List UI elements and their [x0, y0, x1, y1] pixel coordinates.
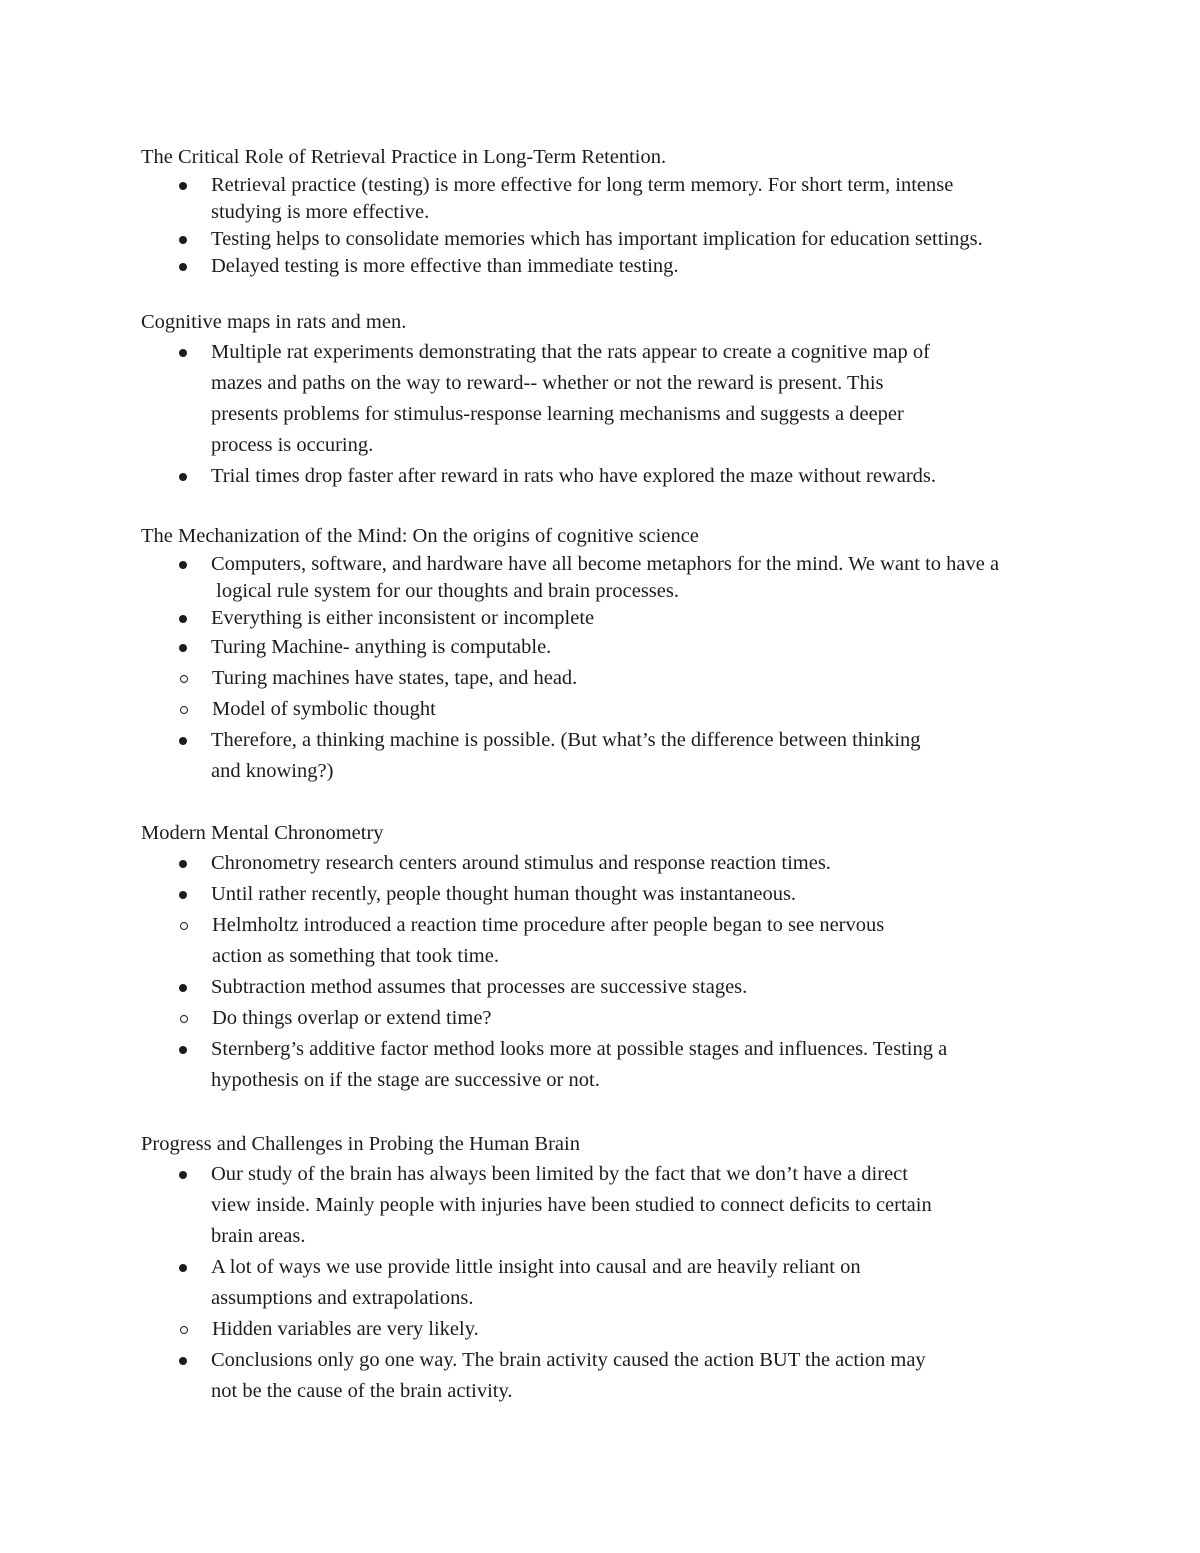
sub-list-item-line: Do things overlap or extend time?: [212, 1007, 492, 1029]
list-item: [141, 1034, 1141, 1096]
list-item: [141, 972, 1141, 1034]
bullet-icon: [179, 644, 187, 652]
sub-list-item: [141, 1003, 1141, 1034]
section-mental-chronometry: [141, 818, 1141, 1096]
bullet-icon: [179, 984, 187, 992]
list-item: [141, 253, 1141, 280]
list-item-line: and knowing?): [211, 760, 334, 782]
sub-list-item-line: Hidden variables are very likely.: [212, 1318, 479, 1340]
list-item-line: Everything is either inconsistent or incomplete: [211, 607, 595, 629]
list-item-line: Sternberg’s additive factor method looks more at possible stages and influences. Testing a: [211, 1038, 948, 1060]
list-item-line: hypothesis on if the stage are successive or not.: [211, 1069, 600, 1091]
list-item: [141, 725, 1141, 787]
bullet-icon: [179, 860, 187, 868]
list-item: [141, 1345, 1141, 1407]
list-item-line: A lot of ways we use provide little insight into causal and are heavily reliant on: [211, 1256, 861, 1278]
hollow-bullet-icon: [180, 706, 188, 714]
list-item: [141, 551, 1141, 605]
list-item-line: logical rule system for our thoughts and brain processes.: [211, 580, 679, 602]
list-item: [141, 848, 1141, 879]
list-item-line: assumptions and extrapolations.: [211, 1287, 474, 1309]
bullet-icon: [179, 473, 187, 481]
list-item-line: Our study of the brain has always been limited by the fact that we don’t have a direct: [211, 1163, 908, 1185]
bullet-list: [141, 551, 1141, 787]
sub-list: [141, 910, 1141, 972]
hollow-bullet-icon: [180, 1015, 188, 1023]
section-probing-human-brain: [141, 1129, 1141, 1407]
bullet-icon: [179, 349, 187, 357]
list-item: [141, 605, 1141, 632]
list-item: [141, 1159, 1141, 1252]
sub-list: [141, 1314, 1141, 1345]
list-item-line: presents problems for stimulus-response learning mechanisms and suggests a deeper: [211, 403, 904, 425]
sub-list: [141, 663, 1141, 725]
section-heading: The Mechanization of the Mind: On the origins of cognitive science: [141, 525, 699, 547]
sub-list-item: [141, 663, 1141, 694]
bullet-icon: [179, 615, 187, 623]
bullet-icon: [179, 1171, 187, 1179]
list-item: [141, 172, 1141, 226]
list-item: [141, 337, 1141, 461]
list-item-line: not be the cause of the brain activity.: [211, 1380, 513, 1402]
bullet-list: [141, 1159, 1141, 1407]
list-item-line: Testing helps to consolidate memories which has important implication for education settings.: [211, 228, 983, 250]
list-item-line: Computers, software, and hardware have all become metaphors for the mind. We want to have a: [211, 553, 1000, 575]
sub-list-item: [141, 910, 1141, 972]
sub-list-item: [141, 694, 1141, 725]
section-retrieval-practice: [141, 142, 1141, 280]
bullet-icon: [179, 561, 187, 569]
sub-list-item-line: Helmholtz introduced a reaction time procedure after people began to see nervous: [212, 914, 885, 936]
list-item-line: brain areas.: [211, 1225, 306, 1247]
list-item: [141, 632, 1141, 725]
sub-list-item-line: action as something that took time.: [212, 945, 499, 967]
bullet-icon: [179, 1357, 187, 1365]
list-item-line: view inside. Mainly people with injuries have been studied to connect deficits to certain: [211, 1194, 932, 1216]
sub-list-item-line: Model of symbolic thought: [212, 698, 436, 720]
list-item-line: process is occuring.: [211, 434, 374, 456]
list-item-line: Subtraction method assumes that processes are successive stages.: [211, 976, 748, 998]
list-item-line: Until rather recently, people thought human thought was instantaneous.: [211, 883, 797, 905]
sub-list: [141, 1003, 1141, 1034]
list-item-line: studying is more effective.: [211, 201, 430, 223]
section-heading: The Critical Role of Retrieval Practice in Long-Term Retention.: [141, 146, 667, 168]
bullet-icon: [179, 891, 187, 899]
list-item: [141, 226, 1141, 253]
hollow-bullet-icon: [180, 922, 188, 930]
list-item-line: Turing Machine- anything is computable.: [211, 636, 552, 658]
list-item-line: Multiple rat experiments demonstrating that the rats appear to create a cognitive map of: [211, 341, 930, 363]
bullet-list: [141, 172, 1141, 280]
list-item-line: mazes and paths on the way to reward-- whether or not the reward is present. This: [211, 372, 884, 394]
list-item: [141, 461, 1141, 492]
bullet-list: [141, 848, 1141, 1096]
sub-list-item: [141, 1314, 1141, 1345]
bullet-list: [141, 337, 1141, 492]
list-item-line: Retrieval practice (testing) is more effective for long term memory. For short term, intense: [211, 174, 954, 196]
section-heading: Cognitive maps in rats and men.: [141, 311, 407, 333]
list-item-line: Trial times drop faster after reward in rats who have explored the maze without rewards.: [211, 465, 937, 487]
section-heading: Modern Mental Chronometry: [141, 822, 384, 844]
sub-list-item-line: Turing machines have states, tape, and head.: [212, 667, 578, 689]
hollow-bullet-icon: [180, 675, 188, 683]
section-heading: Progress and Challenges in Probing the Human Brain: [141, 1133, 580, 1155]
list-item: [141, 879, 1141, 972]
list-item: [141, 1252, 1141, 1345]
bullet-icon: [179, 1046, 187, 1054]
list-item-line: Therefore, a thinking machine is possible. (But what’s the difference between thinking: [211, 729, 921, 751]
bullet-icon: [179, 737, 187, 745]
list-item-line: Chronometry research centers around stimulus and response reaction times.: [211, 852, 831, 874]
list-item-line: Conclusions only go one way. The brain activity caused the action BUT the action may: [211, 1349, 926, 1371]
bullet-icon: [179, 1264, 187, 1272]
section-mechanization-of-mind: [141, 521, 1141, 787]
section-cognitive-maps: [141, 307, 1141, 492]
hollow-bullet-icon: [180, 1326, 188, 1334]
bullet-icon: [179, 263, 187, 271]
list-item-line: Delayed testing is more effective than immediate testing.: [211, 255, 679, 277]
bullet-icon: [179, 236, 187, 244]
bullet-icon: [179, 182, 187, 190]
